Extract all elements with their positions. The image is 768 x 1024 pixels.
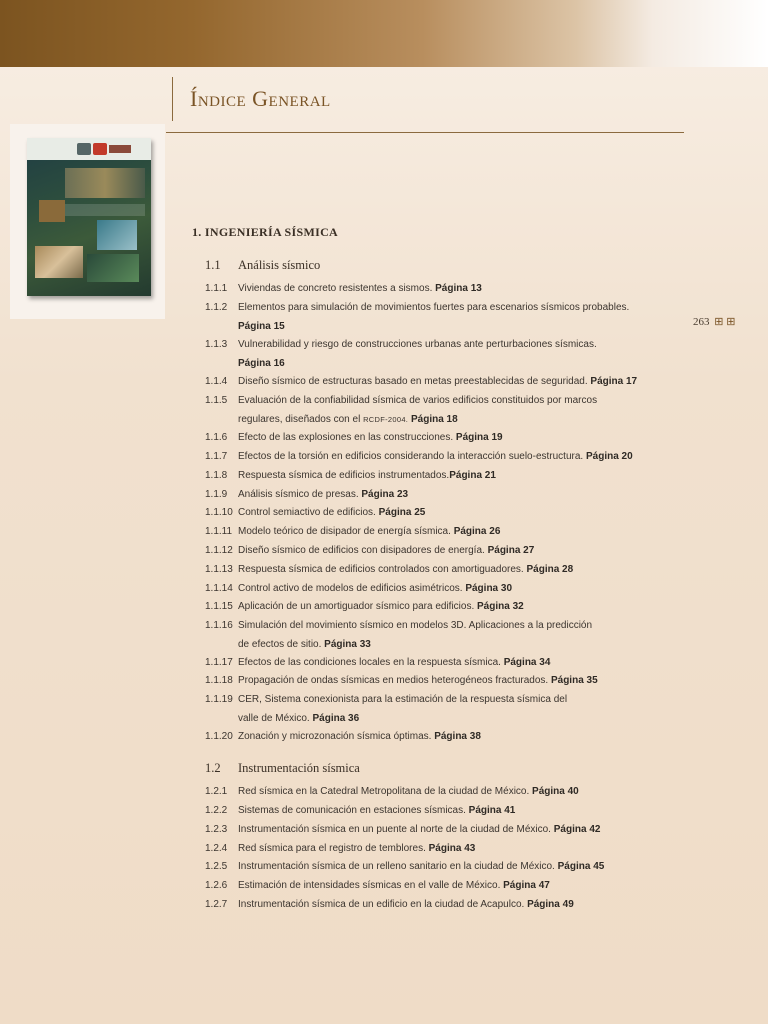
toc-entry-page[interactable]: Página 36: [312, 712, 360, 724]
toc-entry-text: Diseño sísmico de estructuras basado en metas preestablecidas de seguridad.: [238, 376, 588, 387]
toc-entry-text: Instrumentación sísmica en un puente al norte de la ciudad de México.: [238, 824, 551, 835]
toc-entry-text: regulares, diseñados con el: [238, 413, 361, 425]
toc-entry-number: 1.1.17: [205, 657, 233, 668]
cover-photo: [97, 220, 137, 250]
toc-entry-number: 1.2.2: [205, 805, 228, 816]
toc-entry-text: CER, Sistema conexionista para la estimación de la respuesta sísmica del: [238, 694, 568, 705]
toc-entry-number: 1.1.18: [205, 675, 233, 686]
toc-entry-number: 1.1.13: [205, 564, 233, 575]
toc-entry-page[interactable]: Página 41: [468, 805, 516, 816]
toc-entry-page[interactable]: Página 27: [487, 545, 535, 556]
toc-entry-text: Modelo teórico de disipador de energía sísmica.: [238, 526, 451, 537]
toc-entry-text: Análisis sísmico de presas.: [238, 489, 359, 500]
page-number: [693, 315, 735, 328]
page-number-value: 263: [693, 316, 710, 328]
toc-entry-number: 1.1.9: [205, 489, 228, 500]
cover-title-band: [57, 204, 145, 216]
toc-entry-page[interactable]: Página 20: [585, 451, 633, 462]
toc-entry-text: de efectos de sitio.: [238, 638, 322, 650]
toc-entry-text: Respuesta sísmica de edificios instrumentados.: [238, 470, 450, 481]
cover-photo: [65, 168, 145, 198]
cover-photo: [87, 254, 139, 282]
toc-entry-number: 1.2.5: [205, 861, 228, 872]
toc-entry-number: 1.1.3: [205, 339, 228, 350]
toc-entry-number: 1.2.3: [205, 824, 228, 835]
toc-entry-text: Vulnerabilidad y riesgo de construcciones urbanas ante perturbaciones sísmicas.: [238, 339, 597, 350]
page-title: Índice General: [190, 86, 331, 111]
toc-entry-text: Control semiactivo de edificios.: [238, 507, 376, 518]
toc-entry-page[interactable]: Página 49: [527, 899, 574, 910]
toc-entry-page[interactable]: Página 15: [238, 320, 285, 332]
toc-entry-page[interactable]: Página 21: [449, 470, 496, 481]
toc-entry-text: Elementos para simulación de movimientos fuertes para escenarios sísmicos probables.: [238, 302, 630, 313]
toc-entry-page[interactable]: Página 23: [361, 489, 409, 500]
toc-entry-number: 1.1.6: [205, 432, 228, 443]
book-cover-image: [27, 138, 151, 296]
toc-entry-page[interactable]: Página 45: [557, 861, 605, 872]
toc-entry-page[interactable]: Página 13: [435, 283, 482, 294]
toc-entry-number: 1.1.11: [205, 526, 233, 537]
toc-entry-page[interactable]: Página 16: [238, 357, 285, 369]
toc-entry-number: 1.1.16: [205, 620, 233, 631]
section-title: Instrumentación sísmica: [238, 761, 360, 775]
toc-entry-page[interactable]: Página 26: [453, 526, 501, 537]
toc-entry-number: 1.1.14: [205, 583, 233, 594]
toc-entry-text: Red sísmica para el registro de temblores.: [238, 843, 426, 854]
toc-entry-number: 1.1.2: [205, 302, 228, 313]
cover-logo-icon: [93, 143, 107, 155]
toc-entry-text: Simulación del movimiento sísmico en modelos 3D. Aplicaciones a la predicción: [238, 620, 593, 631]
cover-photo: [35, 246, 83, 278]
toc-entry-text: Sistemas de comunicación en estaciones sísmicas.: [238, 805, 466, 816]
toc-entry-number: 1.2.7: [205, 899, 228, 910]
section-number: 1.1: [205, 258, 221, 272]
chapter-title: 1. INGENIERÍA SÍSMICA: [192, 225, 338, 239]
toc-entry-text: Diseño sísmico de edificios con disipadores de energía.: [238, 545, 485, 556]
toc-entry-page[interactable]: Página 28: [526, 564, 574, 575]
toc-entry-text: Zonación y microzonación sísmica óptimas.: [238, 731, 432, 742]
toc-entry-page[interactable]: Página 34: [503, 657, 551, 668]
toc-entry-page[interactable]: Página 47: [503, 880, 550, 891]
toc-entry-page[interactable]: Página 32: [477, 601, 524, 612]
toc-entry-text: Red sísmica en la Catedral Metropolitana de la ciudad de México.: [238, 786, 530, 797]
toc-entry-number: 1.1.5: [205, 395, 228, 406]
toc-entry-number: 1.1.10: [205, 507, 233, 518]
toc-entry-page[interactable]: Página 42: [553, 824, 601, 835]
toc-entry-number: 1.1.19: [205, 694, 233, 705]
title-vertical-rule: [172, 77, 173, 121]
page-ornament-icon: ⊞ ⊞: [714, 316, 736, 328]
toc-entry-page[interactable]: Página 40: [532, 786, 579, 797]
toc-entry-number: 1.2.6: [205, 880, 228, 891]
toc-entry-text: Instrumentación sísmica de un relleno sanitario en la ciudad de México.: [238, 861, 555, 872]
toc-entry-text: Control activo de modelos de edificios asimétricos.: [238, 583, 463, 594]
toc-entry-number: 1.1.8: [205, 470, 228, 481]
toc-entry-page[interactable]: Página 35: [550, 675, 598, 686]
cover-photo: [39, 200, 65, 222]
toc-entry-number: 1.1.7: [205, 451, 228, 462]
toc-entry-page[interactable]: Página 18: [410, 413, 458, 425]
toc-entry-page[interactable]: Página 19: [455, 432, 503, 443]
toc-entry-text: Efectos de las condiciones locales en la respuesta sísmica.: [238, 657, 501, 668]
section-title: Análisis sísmico: [238, 258, 321, 272]
toc-entry-text: Respuesta sísmica de edificios controlados con amortiguadores.: [238, 564, 524, 575]
toc-entry-text: Evaluación de la confiabilidad sísmica de varios edificios constituidos por marcos: [238, 395, 598, 406]
toc-entry-page[interactable]: Página 25: [378, 507, 426, 518]
cover-logo-icon: [77, 143, 91, 155]
toc-entry-text: Propagación de ondas sísmicas en medios heterogéneos fracturados.: [238, 675, 549, 686]
section-heading: [205, 258, 320, 273]
toc-entry-page[interactable]: Página 43: [428, 843, 476, 854]
title-horizontal-rule: [166, 132, 684, 133]
section-heading: [205, 761, 360, 776]
toc-entry-number: 1.1.20: [205, 731, 233, 742]
toc-entry-number: 1.2.4: [205, 843, 228, 854]
toc-entry-text: Viviendas de concreto resistentes a sismos.: [238, 283, 433, 294]
toc-entry-text: Estimación de intensidades sísmicas en el valle de México.: [238, 880, 501, 891]
toc-entry-page[interactable]: Página 17: [590, 376, 638, 387]
toc-entry-number: 1.1.4: [205, 376, 228, 387]
toc-entry-text: Efectos de la torsión en edificios considerando la interacción suelo-estructura.: [238, 451, 584, 462]
toc-entry-text: Aplicación de un amortiguador sísmico para edificios.: [238, 601, 475, 612]
toc-entry-page[interactable]: Página 38: [434, 731, 481, 742]
toc-entry-number: 1.2.1: [205, 786, 228, 797]
toc-entry-text: valle de México.: [238, 712, 310, 724]
toc-entry-number: 1.1.1: [205, 283, 228, 294]
toc-entry-page[interactable]: Página 30: [465, 583, 513, 594]
section-number: 1.2: [205, 761, 221, 775]
toc-entry-text: Efecto de las explosiones en las construcciones.: [238, 432, 454, 443]
cover-logo-icon: [109, 145, 131, 153]
toc-entry-number: 1.1.15: [205, 601, 233, 612]
toc-entry-page[interactable]: Página 33: [324, 638, 371, 650]
toc-entry-abbreviation: RCDF-2004.: [363, 414, 409, 424]
toc-entry-text: Instrumentación sísmica de un edificio en la ciudad de Acapulco.: [238, 899, 525, 910]
header-band: [0, 0, 768, 67]
toc-entry-number: 1.1.12: [205, 545, 233, 556]
